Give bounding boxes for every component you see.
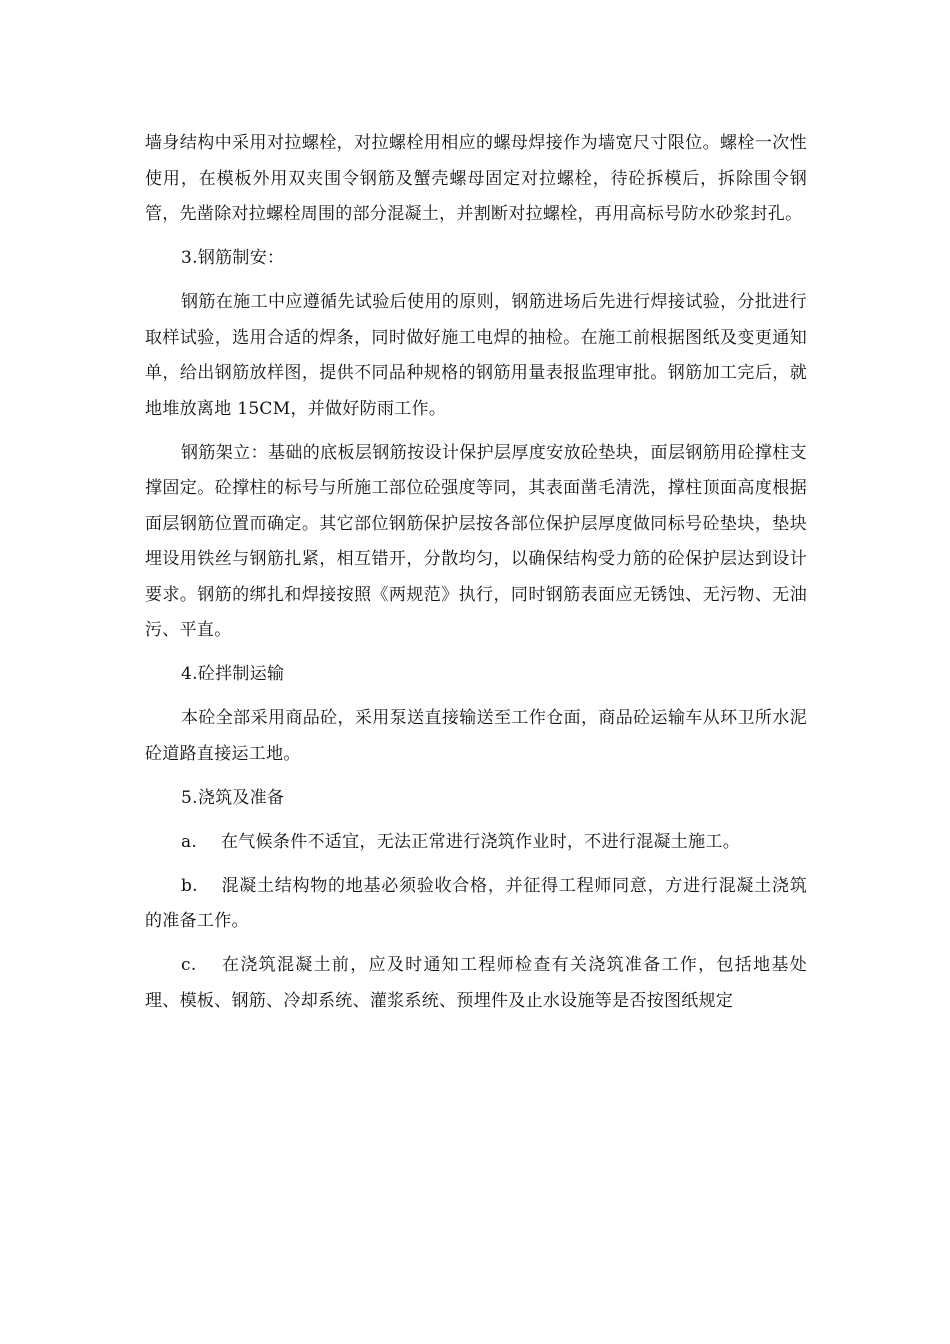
document-body	[145, 126, 807, 1028]
paragraph-concrete-transport: 本砼全部采用商品砼，采用泵送直接输送至工作仓面，商品砼运输车从环卫所水泥砼道路直接运工地。	[145, 708, 807, 764]
list-item-label: a.	[181, 831, 198, 852]
list-item-b	[145, 869, 807, 940]
paragraph-tie-bolts: 墙身结构中采用对拉螺栓，对拉螺栓用相应的螺母焊接作为墙宽尺寸限位。螺栓一次性使用，在模板外用双夹围令钢筋及蟹壳螺母固定对拉螺栓，待砼拆模后，拆除围令钢管，先凿除对拉螺栓周围的部分混凝土，并割断对拉螺栓，再用高标号防水砂浆封孔。	[145, 133, 807, 224]
section-heading-rebar: 3.钢筋制安：	[181, 248, 285, 268]
list-item-text: 在浇筑混凝土前，应及时通知工程师检查有关浇筑准备工作，包括地基处理、模板、钢筋、冷却系统、灌浆系统、预埋件及止水设施等是否按图纸规定	[145, 955, 807, 1011]
list-item-c	[145, 948, 807, 1019]
list-item-label: b.	[181, 875, 198, 896]
paragraph-rebar-erection: 钢筋架立：基础的底板层钢筋按设计保护层厚度安放砼垫块，面层钢筋用砼撑柱支撑固定。砼撑柱的标号与所施工部位砼强度等同，其表面凿毛清洗，撑柱顶面高度根据面层钢筋位置而确定。其它部位钢筋保护层按各部位保护层厚度做同标号砼垫块，垫块埋设用铁丝与钢筋扎紧，相互错开，分散均匀，以确保结构受力筋的砼保护层达到设计要求。钢筋的绑扎和焊接按照《两规范》执行，同时钢筋表面应无锈蚀、无污物、无油污、平直。	[145, 442, 807, 640]
section-heading-pouring: 5.浇筑及准备	[181, 787, 285, 808]
list-item-text: 混凝土结构物的地基必须验收合格，并征得工程师同意，方进行混凝土浇筑的准备工作。	[145, 875, 807, 931]
list-item-text: 在气候条件不适宜，无法正常进行浇筑作业时，不进行混凝土施工。	[221, 831, 740, 852]
list-item-label: c.	[181, 955, 197, 975]
paragraph-rebar-testing: 钢筋在施工中应遵循先试验后使用的原则，钢筋进场后先进行焊接试验，分批进行取样试验，选用合适的焊条，同时做好施工电焊的抽检。在施工前根据图纸及变更通知单，给出钢筋放样图，提供不同品种规格的钢筋用量表报监理审批。钢筋加工完后，就地堆放离地 15CM，并做好防雨工作。	[145, 292, 807, 419]
list-item-a	[145, 825, 807, 861]
section-heading-concrete-transport: 4.砼拌制运输	[181, 664, 285, 684]
